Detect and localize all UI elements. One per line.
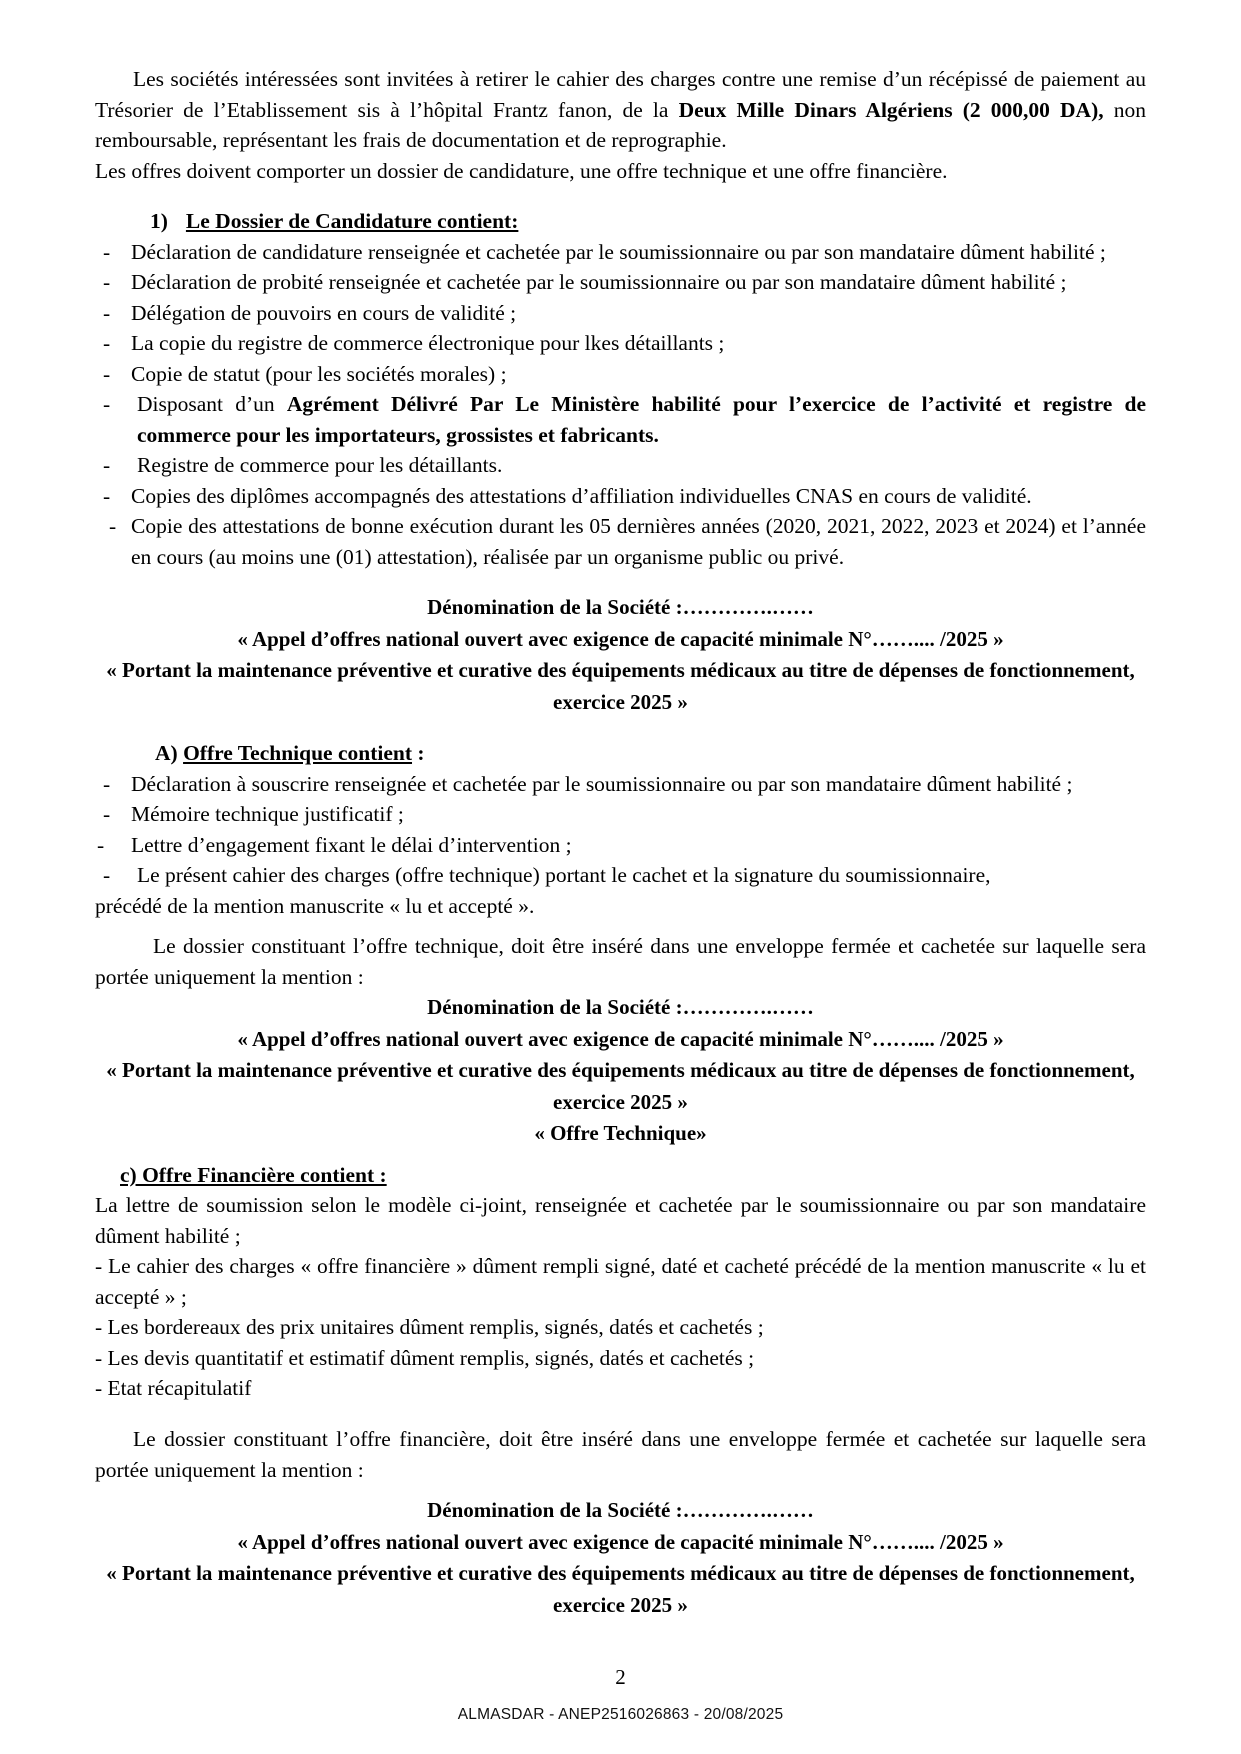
envelope-line-denomination: Dénomination de la Société :………….…… [427, 995, 814, 1020]
section-a-continuation: précédé de la mention manuscrite « lu et accepté ». [95, 893, 535, 918]
section-1-title: Le Dossier de Candidature contient: [185, 209, 519, 234]
section-c-paragraph: La lettre de soumission selon le modèle ci-joint, renseignée et cachetée par le soumissionnaire ou par son mandataire dûment habilité ; [95, 1193, 1146, 1248]
section-c-paragraph: - Les devis quantitatif et estimatif dûment remplis, signés, datés et cachetés ; [95, 1345, 755, 1370]
dash-bullet-icon: - [103, 863, 111, 888]
section-c-closing-paragraph: Le dossier constituant l’offre financière, doit être inséré dans une enveloppe fermée et cachetée sur laquelle sera portée uniquement la mention : [95, 1427, 1146, 1482]
list-item [95, 830, 1146, 861]
intro-text-part-2: non remboursable, représentant les frais de documentation et de reprographie. [95, 97, 1147, 153]
section-a-list [95, 769, 1146, 891]
list-item-text: Déclaration de candidature renseignée et cachetée par le soumissionnaire ou par son mandataire dûment habilité ; [131, 239, 1106, 264]
list-item [95, 450, 1146, 481]
envelope-line-tender-ref: « Appel d’offres national ouvert avec exigence de capacité minimale N°…….... /2025 » [237, 1529, 1004, 1554]
envelope-line-object: « Portant la maintenance préventive et curative des équipements médicaux au titre de dépenses de fonctionnement, exercice 2025 » [106, 1561, 1135, 1617]
section-1-list [95, 237, 1146, 573]
section-c-paragraph: - Les bordereaux des prix unitaires dûment remplis, signés, datés et cachetés ; [95, 1315, 764, 1340]
list-item [95, 267, 1146, 298]
list-item [95, 860, 1146, 891]
section-a-letter: A) [155, 741, 178, 766]
section-c-paragraph: - Le cahier des charges « offre financière » dûment rempli signé, daté et cacheté précédé de la mention manuscrite « lu et accepté » ; [95, 1254, 1146, 1309]
list-item [95, 237, 1146, 268]
section-c-paragraph: - Etat récapitulatif [95, 1376, 252, 1401]
envelope-line-object: « Portant la maintenance préventive et curative des équipements médicaux au titre de dépenses de fonctionnement, exercice 2025 » [106, 658, 1135, 714]
envelope-line-offer-type: « Offre Technique» [534, 1121, 707, 1146]
list-item-text: Déclaration de probité renseignée et cachetée par le soumissionnaire ou par son mandataire dûment habilité ; [131, 270, 1067, 295]
list-item-text: Lettre d’engagement fixant le délai d’intervention ; [131, 832, 572, 857]
dash-bullet-icon: - [103, 771, 111, 796]
envelope-line-denomination: Dénomination de la Société :………….…… [427, 1498, 814, 1523]
document-footer: ALMASDAR - ANEP2516026863 - 20/08/2025 [457, 1706, 784, 1723]
list-item-text: Le présent cahier des charges (offre technique) portant le cachet et la signature du soumissionnaire, [137, 863, 991, 888]
list-item [95, 328, 1146, 359]
envelope-line-denomination: Dénomination de la Société :………….…… [427, 595, 814, 620]
envelope-mention-block-1 [95, 592, 1146, 718]
section-c-paragraphs [95, 1190, 1146, 1404]
list-item-text: La copie du registre de commerce électronique pour lkes détaillants ; [131, 331, 725, 356]
section-1-heading [150, 206, 1146, 237]
list-item-text: Mémoire technique justificatif ; [131, 802, 404, 827]
dash-bullet-icon: - [109, 514, 117, 539]
list-item-text: Déclaration à souscrire renseignée et cachetée par le soumissionnaire ou par son mandataire dûment habilité ; [131, 771, 1073, 796]
dash-bullet-icon: - [103, 331, 111, 356]
list-item [95, 511, 1146, 572]
intro-paragraph-2: Les offres doivent comporter un dossier de candidature, une offre technique et une offre financière. [95, 158, 948, 183]
envelope-mention-block-2 [95, 992, 1146, 1150]
dash-bullet-icon: - [103, 270, 111, 295]
intro-amount-bold: Deux Mille Dinars Algériens (2 000,00 DA), [678, 97, 1104, 122]
list-item [95, 799, 1146, 830]
envelope-line-tender-ref: « Appel d’offres national ouvert avec exigence de capacité minimale N°…….... /2025 » [237, 1026, 1004, 1051]
dash-bullet-icon: - [103, 453, 111, 478]
dash-bullet-icon: - [103, 361, 111, 386]
dash-bullet-icon: - [103, 300, 111, 325]
list-item-text [137, 389, 1146, 450]
list-item [95, 298, 1146, 329]
document-body [95, 64, 1146, 1693]
intro-text-part-1: Les sociétés intéressées sont invitées à retirer le cahier des charges contre une remise d’un récépissé de paiement au Trésorier de l’Etablissement sis à l’hôpital Frantz fanon, de la [95, 67, 1146, 122]
section-c-heading: c) Offre Financière contient : [120, 1162, 387, 1187]
dash-bullet-icon: - [103, 239, 111, 264]
list-item-text: Copie des attestations de bonne exécution durant les 05 dernières années (2020, 2021, 2022, 2023 et 2024) et l’année en cours (au moins une (01) attestation), réalisée par un organisme public ou privé. [131, 514, 1146, 569]
section-1-number: 1) [150, 209, 168, 234]
dash-bullet-icon: - [103, 483, 111, 508]
list-item-text: Copies des diplômes accompagnés des attestations d’affiliation individuelles CNAS en cours de validité. [131, 483, 1032, 508]
list-item [95, 481, 1146, 512]
dash-bullet-icon: - [97, 832, 105, 857]
section-a-heading [155, 738, 1146, 769]
envelope-mention-block-3 [95, 1495, 1146, 1621]
list-item-text-bold: Agrément Délivré Par Le Ministère habilité pour l’exercice de l’activité et registre de commerce pour les importateurs, grossistes et fabricants. [137, 392, 1146, 447]
envelope-line-object: « Portant la maintenance préventive et curative des équipements médicaux au titre de dépenses de fonctionnement, exercice 2025 » [106, 1058, 1135, 1114]
section-a-title: Offre Technique contient [183, 741, 413, 766]
section-a-title-suffix: : [412, 741, 425, 766]
list-item-text-prefix: Disposant d’un [137, 392, 287, 417]
page-number: 2 [615, 1665, 626, 1690]
list-item-text: Copie de statut (pour les sociétés morales) ; [131, 361, 507, 386]
list-item-text: Délégation de pouvoirs en cours de validité ; [131, 300, 517, 325]
dash-bullet-icon: - [103, 392, 111, 417]
dash-bullet-icon: - [103, 802, 111, 827]
intro-paragraph-1 [95, 64, 1146, 156]
list-item-text: Registre de commerce pour les détaillants. [137, 453, 503, 478]
section-a-paragraph: Le dossier constituant l’offre technique, doit être inséré dans une enveloppe fermée et cachetée sur laquelle sera portée uniquement la mention : [95, 934, 1146, 989]
list-item [95, 769, 1146, 800]
envelope-line-tender-ref: « Appel d’offres national ouvert avec exigence de capacité minimale N°…….... /2025 » [237, 626, 1004, 651]
list-item [95, 359, 1146, 390]
list-item [95, 389, 1146, 450]
